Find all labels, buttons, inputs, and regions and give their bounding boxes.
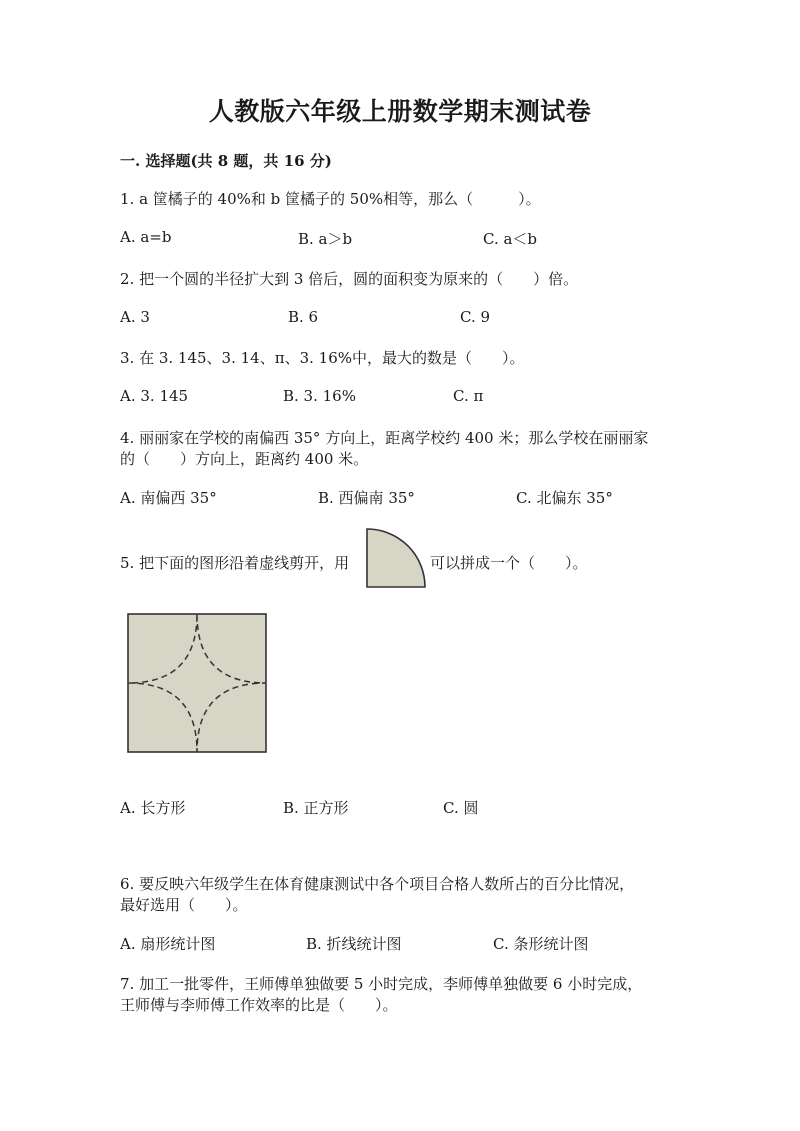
question-7-text-line-1: 7. 加工一批零件，王师傅单独做要 5 小时完成，李师傅单独做要 6 小时完成， — [120, 975, 643, 993]
question-6-option-b: B. 折线统计图 — [306, 935, 402, 953]
question-5-option-b: B. 正方形 — [283, 799, 349, 817]
question-2-option-b: B. 6 — [288, 308, 319, 326]
question-5-text-part-1: 5. 把下面的图形沿着虚线剪开，用 — [120, 554, 350, 572]
question-6-text-line-2: 最好选用（ ）。 — [120, 896, 248, 914]
question-1-option-c: C. a＜b — [483, 230, 538, 248]
quarter-circle-figure — [366, 528, 426, 588]
question-4-text-line-1: 4. 丽丽家在学校的南偏西 35° 方向上，距离学校约 400 米；那么学校在丽丽家 — [120, 429, 649, 447]
question-1-text: 1. a 筐橘子的 40%和 b 筐橘子的 50%相等，那么（ ）。 — [120, 190, 541, 208]
question-6-option-c: C. 条形统计图 — [493, 935, 589, 953]
question-5-text-part-2: 可以拼成一个（ ）。 — [430, 554, 588, 572]
question-6-text-line-1: 6. 要反映六年级学生在体育健康测试中各个项目合格人数所占的百分比情况， — [120, 875, 635, 893]
question-7-text-line-2: 王师傅与李师傅工作效率的比是（ ）。 — [120, 996, 398, 1014]
page-title: 人教版六年级上册数学期末测试卷 — [208, 97, 592, 126]
question-2-option-c: C. 9 — [460, 308, 491, 326]
question-5-option-c: C. 圆 — [443, 799, 479, 817]
question-4-option-b: B. 西偏南 35° — [318, 489, 415, 507]
question-5-option-a: A. 长方形 — [120, 799, 186, 817]
question-1-option-b: B. a＞b — [298, 230, 353, 248]
question-1-option-a: A. a=b — [120, 228, 172, 246]
question-3-option-c: C. π — [453, 387, 484, 405]
section-heading: 一. 选择题(共 8 题，共 16 分) — [120, 152, 332, 170]
question-3-text: 3. 在 3. 145、3. 14、π、3. 16%中，最大的数是（ ）。 — [120, 349, 525, 367]
question-3-option-a: A. 3. 145 — [120, 387, 189, 405]
question-4-option-a: A. 南偏西 35° — [120, 489, 217, 507]
question-2-option-a: A. 3 — [120, 308, 150, 326]
question-3-option-b: B. 3. 16% — [283, 387, 356, 405]
question-4-text-line-2: 的（ ）方向上，距离约 400 米。 — [120, 450, 369, 468]
question-4-option-c: C. 北偏东 35° — [516, 489, 613, 507]
question-6-option-a: A. 扇形统计图 — [120, 935, 216, 953]
square-cut-figure — [127, 613, 267, 753]
question-2-text: 2. 把一个圆的半径扩大到 3 倍后，圆的面积变为原来的（ ）倍。 — [120, 270, 579, 288]
